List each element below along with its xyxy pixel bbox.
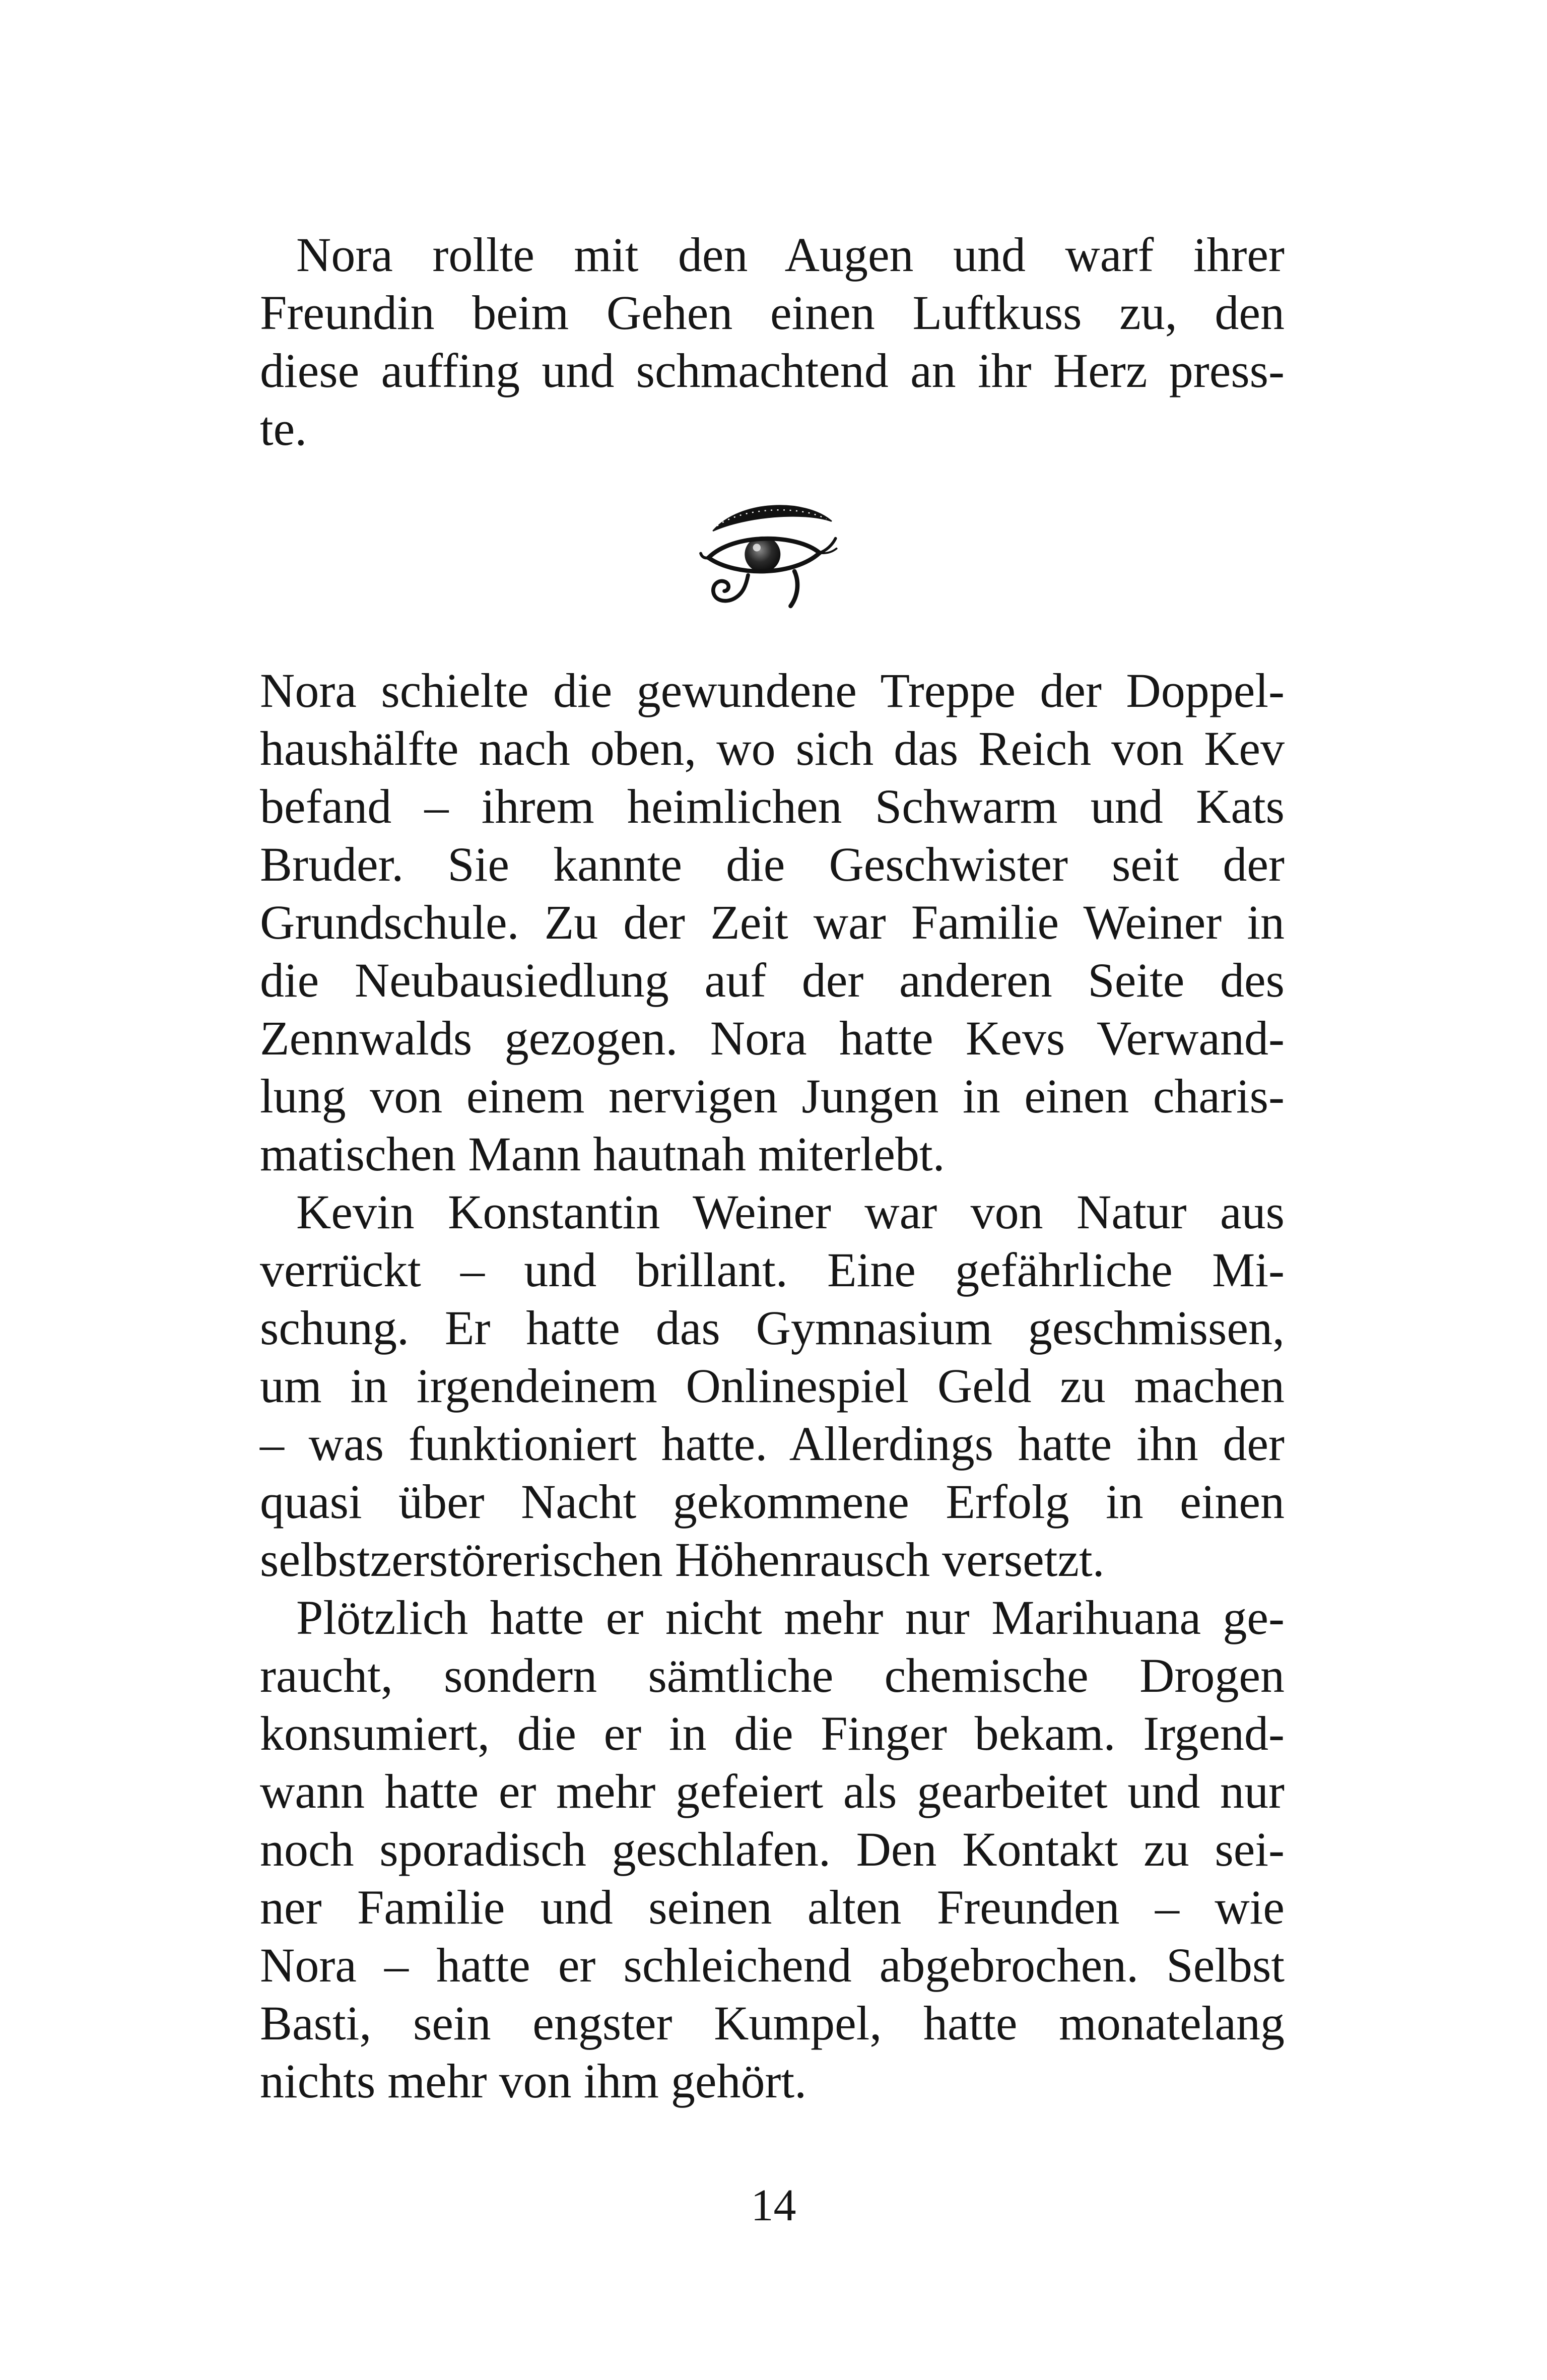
text-line: Nora – hatte er schleichend abgebrochen. Selbst <box>260 1938 1285 1992</box>
text-line: konsumiert, die er in die Finger bekam. Irgend- <box>260 1706 1285 1760</box>
text-line: Bruder. Sie kannte die Geschwister seit der <box>260 837 1285 891</box>
text-line: Nora rollte mit den Augen und warf ihrer <box>296 228 1285 282</box>
text-line: wann hatte er mehr gefeiert als gearbeitet und nur <box>260 1764 1285 1818</box>
text-line: matischen Mann hautnah miterlebt. <box>260 1127 945 1181</box>
text-line: ner Familie und seinen alten Freunden – wie <box>260 1880 1285 1934</box>
section-divider <box>260 499 1285 617</box>
text-line: Nora schielte die gewundene Treppe der Doppel- <box>260 664 1285 717</box>
paragraph <box>260 662 1285 1183</box>
text-line: noch sporadisch geschlafen. Den Kontakt zu sei- <box>260 1822 1285 1876</box>
text-line: um in irgendeinem Onlinespiel Geld zu machen <box>260 1359 1285 1413</box>
eye-of-horus-icon <box>699 499 845 617</box>
text-line: verrückt – und brillant. Eine gefährliche Mi- <box>260 1243 1285 1297</box>
paragraph <box>260 226 1285 457</box>
text-line: te. <box>260 402 307 455</box>
page-number: 14 <box>751 2180 796 2230</box>
text-line: Plötzlich hatte er nicht mehr nur Marihuana ge- <box>296 1591 1285 1644</box>
text-line: nichts mehr von ihm gehört. <box>260 2054 807 2108</box>
paragraph <box>260 1183 1285 1589</box>
text-line: raucht, sondern sämtliche chemische Drogen <box>260 1648 1285 1702</box>
text-line: Zennwalds gezogen. Nora hatte Kevs Verwand- <box>260 1011 1285 1065</box>
text-line: befand – ihrem heimlichen Schwarm und Kats <box>260 779 1285 833</box>
text-line: Freundin beim Gehen einen Luftkuss zu, den <box>260 286 1285 340</box>
text-line: Basti, sein engster Kumpel, hatte monatelang <box>260 1996 1285 2050</box>
text-block <box>260 226 1285 2110</box>
text-line: selbstzerstörerischen Höhenrausch versetzt. <box>260 1533 1105 1586</box>
text-line: – was funktioniert hatte. Allerdings hatte ihn der <box>260 1417 1285 1471</box>
text-line: Grundschule. Zu der Zeit war Familie Weiner in <box>260 895 1285 949</box>
text-line: Kevin Konstantin Weiner war von Natur aus <box>296 1185 1285 1239</box>
text-line: schung. Er hatte das Gymnasium geschmissen, <box>260 1301 1285 1355</box>
text-line: lung von einem nervigen Jungen in einen charis- <box>260 1069 1285 1123</box>
text-line: quasi über Nacht gekommene Erfolg in einen <box>260 1475 1285 1529</box>
paragraphs-top <box>260 226 1285 457</box>
text-line: diese auffing und schmachtend an ihr Herz press- <box>260 344 1285 398</box>
paragraph <box>260 1589 1285 2110</box>
paragraphs-bottom <box>260 662 1285 2110</box>
text-line: haushälfte nach oben, wo sich das Reich von Kev <box>260 721 1285 775</box>
text-line: die Neubausiedlung auf der anderen Seite des <box>260 953 1285 1007</box>
